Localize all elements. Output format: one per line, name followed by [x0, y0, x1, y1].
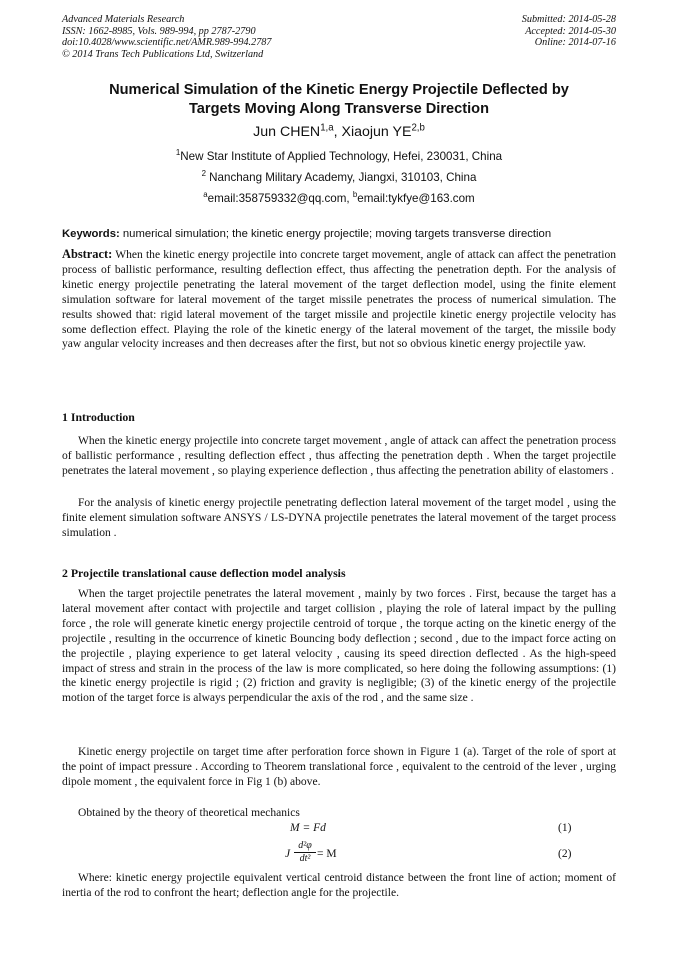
paper-title — [62, 81, 616, 119]
dates-header — [522, 14, 616, 49]
affiliation-1-mark: 1 — [175, 148, 181, 158]
journal-header — [62, 14, 271, 60]
online-date: Online: 2014-07-16 — [534, 37, 616, 49]
affiliation-2-mark: 2 — [201, 169, 206, 179]
equation-2-inertia: J — [285, 848, 291, 860]
copyright-line: © 2014 Trans Tech Publications Ltd, Switzerland — [62, 48, 264, 60]
submitted-date: Submitted: 2014-05-28 — [521, 14, 616, 25]
keywords-text: numerical simulation; the kinetic energy projectile; moving targets transverse direction — [119, 228, 552, 240]
equation-2-fraction — [294, 840, 316, 865]
abstract-text: When the kinetic energy projectile into concrete target movement, angle of attack can affect the penetration process of ballistic performance, resulting deflection effect, thus affecting the penetration depth. For the analysis of kinetic energy projectile penetrating the lateral movement of the target deflection model, using the finite element simulation software for lateral movement of the target missile penetrates the process of numerical simulation. The results showed that: rigid lateral movement of the target missile and projectile kinetic energy projectile velocity has some deflection effect. Playing the role of the kinetic energy of the lateral movement of the target, the missile body yaw angular velocity increases and then decreases after the first, but not so obvious kinetic energy projectile yaw. — [62, 249, 616, 351]
section-2-paragraph-3: Obtained by the theory of theoretical mechanics — [78, 807, 300, 819]
email-a-mark: a — [203, 190, 208, 200]
email-b-mark: b — [352, 190, 358, 200]
author-separator: , — [333, 124, 342, 140]
equation-2-denominator: dt² — [299, 853, 311, 864]
email-a: email:358759332@qq.com, — [207, 192, 353, 205]
affiliation-1 — [62, 150, 616, 164]
abstract-label: Abstract: — [62, 247, 113, 261]
affiliation-2-text: Nanchang Military Academy, Jiangxi, 310103, China — [205, 171, 477, 184]
email-line — [62, 192, 616, 206]
equation-2 — [285, 840, 355, 870]
doi-line: doi:10.4028/www.scientific.net/AMR.989-994.2787 — [62, 37, 272, 49]
intro-paragraph-2: For the analysis of kinetic energy projectile penetrating deflection lateral movement of the target model , using the finite element simulation software ANSYS / LS-DYNA projectile penetrates the lateral movement of the target process simulation . — [62, 497, 616, 539]
equation-1: M = Fd — [290, 822, 326, 834]
author-2-affiliation-mark: 2,b — [411, 122, 425, 134]
equation-2-number: (2) — [558, 848, 572, 860]
equation-2-rhs: = M — [317, 848, 337, 860]
equation-1-number: (1) — [558, 822, 572, 834]
affiliation-2 — [62, 171, 616, 185]
intro-paragraph-1: When the kinetic energy projectile into concrete target movement , angle of attack can affect the penetration process of ballistic performance , resulting deflection effect , thus affecting the penetration depth . When the target projectile penetrates the lateral movement , so playing experience deflection , thus affecting the penetration ability of elastomers . — [62, 435, 616, 477]
author-1: Jun CHEN — [253, 124, 321, 140]
accepted-date: Accepted: 2014-05-30 — [525, 25, 616, 37]
equation-2-numerator: d²φ — [294, 840, 316, 853]
title-line-2: Targets Moving Along Transverse Direction — [188, 101, 490, 117]
author-2: Xiaojun YE — [341, 124, 412, 140]
section-2-paragraph-4: Where: kinetic energy projectile equivalent vertical centroid distance between the front line of action; moment of inertia of the rod to confront the heart; deflection angle for the projectile. — [62, 872, 616, 899]
section-1-heading: 1 Introduction — [62, 410, 135, 424]
section-2-paragraph-1: When the target projectile penetrates the lateral movement , mainly by two forces . First, because the target has a lateral movement after contact with projectile and target collision , playing the role of lateral impact by the pulling force , the role will generate kinetic energy projectile centroid of torque , the torque acting on the kinetic energy of the projectile , resulting in the occurrence of kinetic Bouncing body deflection ; second , due to the impact force acting on the projectile , playing experience to get lateral velocity , causing its speed direction deflected . As the high-speed impact of stress and strain in the process of the law is more complicated, so here doing the following assumptions: (1) the kinetic energy projectile is rigid ; (2) friction and gravity is negligible; (3) of the kinetic energy of the projectile motion of the target force is always perpendicular the axis of the rod , and the same size . — [62, 588, 616, 705]
title-line-1: Numerical Simulation of the Kinetic Energy Projectile Deflected by — [109, 82, 569, 98]
keywords-label: Keywords: — [62, 228, 120, 240]
issn-line: ISSN: 1662-8985, Vols. 989-994, pp 2787-2790 — [62, 25, 256, 37]
author-1-affiliation-mark: 1,a — [320, 122, 334, 134]
journal-name: Advanced Materials Research — [62, 14, 185, 25]
author-list — [62, 123, 616, 141]
email-b: email:tykfye@163.com — [357, 192, 475, 205]
keywords — [62, 227, 622, 241]
abstract — [62, 247, 616, 352]
section-2-heading: 2 Projectile translational cause deflection model analysis — [62, 566, 346, 580]
affiliation-1-text: New Star Institute of Applied Technology, Hefei, 230031, China — [180, 150, 503, 163]
section-2-paragraph-2: Kinetic energy projectile on target time after perforation force shown in Figure 1 (a). Target of the role of sport at the point of impact pressure . According to Theorem translational force , equivalent to the centroid of the lever , urging dipole moment , the equivalent force in Fig 1 (b) above. — [62, 746, 616, 788]
